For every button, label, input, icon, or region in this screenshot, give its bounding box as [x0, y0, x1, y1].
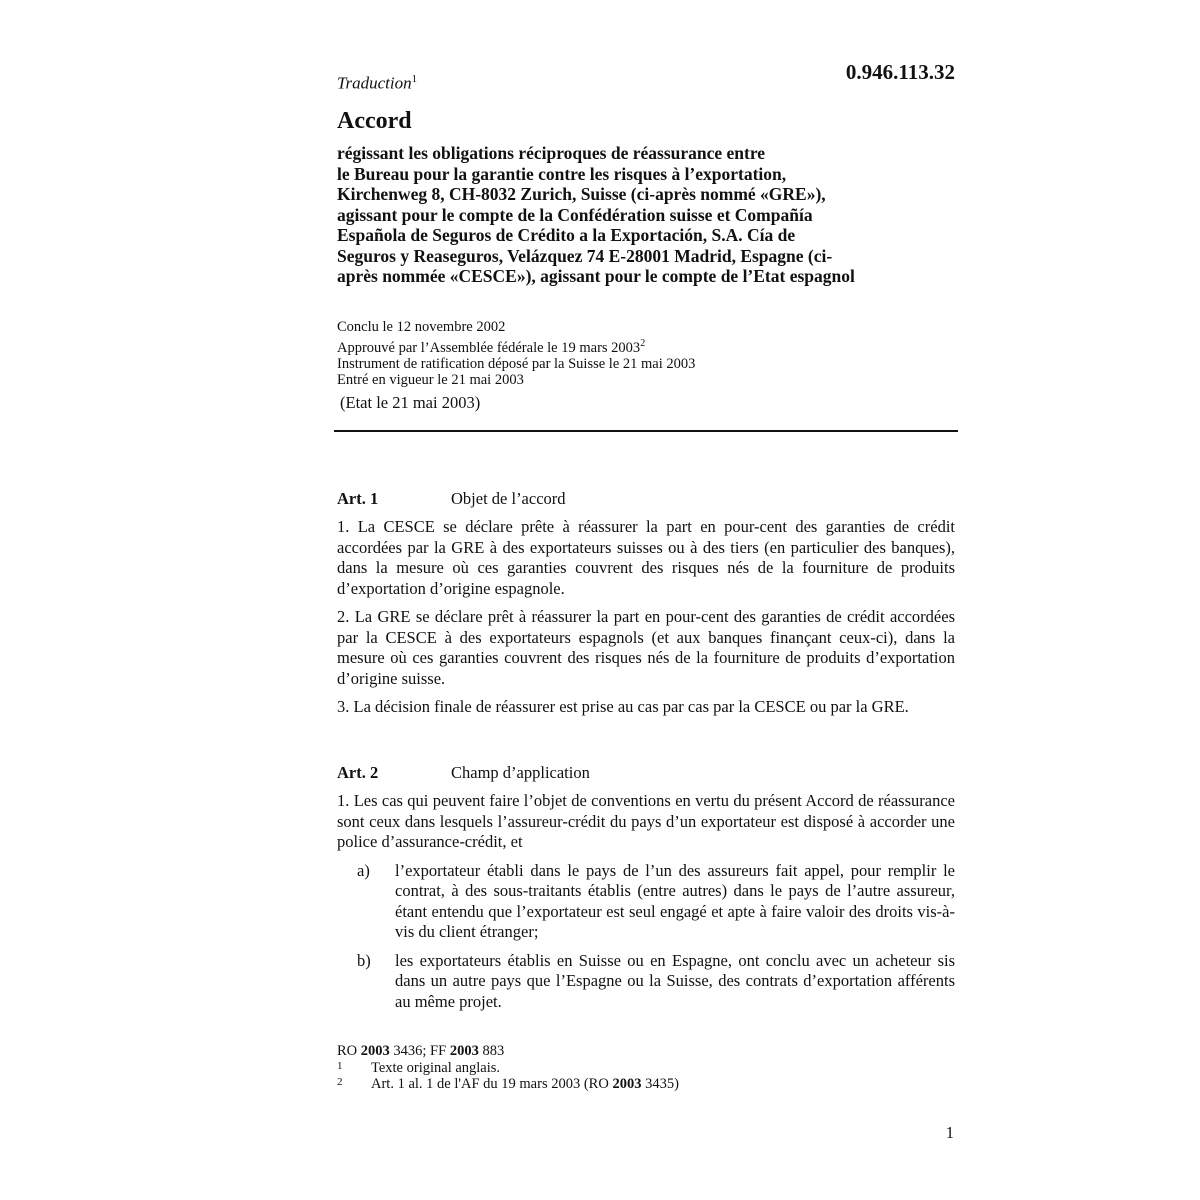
article-number: Art. 1	[337, 489, 379, 508]
footnote-ref-2: 2	[640, 337, 646, 349]
subtitle-line: Española de Seguros de Crédito a la Exportación, S.A. Cía de	[337, 225, 796, 245]
entry-into-force-date: Entré en vigueur le 21 mai 2003	[337, 372, 524, 389]
paragraph: 2. La GRE se déclare prêt à réassurer la part en pour-cent des garanties de crédit accordées par la CESCE à des exportateurs espagnols (et aux banques finançant ceux-ci), dans la mesure où ces garanties couvrent des risques nés de la fourniture de produits d’exportation d’origine suisse.	[337, 607, 955, 688]
translation-label: Traduction$^1$	[337, 73, 418, 93]
list-item	[357, 861, 955, 943]
concluded-date: Conclu le 12 novembre 2002	[337, 319, 506, 335]
subtitle-line: agissant pour le compte de la Confédération suisse et Compañía	[337, 204, 813, 225]
page-number: 1	[945, 1123, 954, 1142]
article-title: Champ d’application	[451, 763, 590, 782]
approved-date: Approuvé par l’Assemblée fédérale le 19 mars 2003$^2$	[337, 337, 646, 356]
list-letter: b)	[357, 950, 371, 970]
subtitle-line: le Bureau pour la garantie contre les risques à l’exportation,	[337, 163, 787, 184]
list-text: les exportateurs établis en Suisse ou en Espagne, ont conclu avec un acheteur sis dans un autre pays que l’Espagne ou la Suisse, des contrats d’exportation afférents au même projet.	[395, 950, 955, 1011]
footnote-ref-1: 1	[411, 73, 418, 85]
header-divider	[334, 430, 958, 432]
subtitle-line: Seguros y Reaseguros, Velázquez 74 E-28001 Madrid, Espagne (ci-	[337, 245, 833, 266]
article-1	[337, 489, 955, 718]
paragraph: 3. La décision finale de réassurer est prise au cas par cas par la CESCE ou par la GRE.	[337, 697, 909, 716]
list-letter: a)	[357, 860, 370, 880]
date-block	[337, 319, 695, 389]
document-subtitle	[337, 143, 957, 287]
footnote-2: 2 Art. 1 al. 1 de l'AF du 19 mars 2003 (RO 2003 3435)	[337, 1076, 679, 1092]
official-collection-reference: RO 2003 3436; FF 2003 883	[337, 1043, 505, 1059]
article-2	[337, 763, 955, 1012]
list-text: l’exportateur établi dans le pays de l’un des assureurs fait appel, pour remplir le contrat, à des sous-traitants établis (entre autres) dans le pays de l’autre assureur, étant entendu que l’exportateur est seul engagé et apte à faire valoir des droits vis-à-vis du client étranger;	[395, 860, 955, 941]
subtitle-line: après nommée «CESCE»), agissant pour le compte de l’Etat espagnol	[337, 266, 855, 286]
article-2-heading	[337, 763, 955, 783]
article-1-heading	[337, 489, 955, 509]
rs-number: 0.946.113.32	[845, 60, 955, 84]
list-item	[357, 951, 955, 1013]
ratification-date: Instrument de ratification déposé par la Suisse le 21 mai 2003	[337, 355, 696, 372]
article-number: Art. 2	[337, 763, 379, 782]
document-title: Accord	[337, 108, 412, 134]
paragraph: 1. La CESCE se déclare prête à réassurer la part en pour-cent des garanties de crédit accordées par la GRE à des exportateurs suisses ou à des tiers (en particulier des banques), dans la mesure où ces garanties couvrent des risques nés de la fourniture de produits d’exportation d’origine espagnole.	[337, 517, 955, 598]
article-title: Objet de l’accord	[451, 489, 566, 508]
paragraph: 1. Les cas qui peuvent faire l’objet de conventions en vertu du présent Accord de réassurance sont ceux dans lesquels l’assureur-crédit du pays d’un exportateur est disposé à accorder une police d’assurance-crédit, et	[337, 791, 955, 851]
status-date: (Etat le 21 mai 2003)	[340, 393, 481, 412]
footnote-1: 1 Texte original anglais.	[337, 1059, 501, 1076]
subtitle-line: Kirchenweg 8, CH-8032 Zurich, Suisse (ci-après nommé «GRE»),	[337, 184, 826, 204]
footnotes	[337, 1043, 679, 1093]
subtitle-line: régissant les obligations réciproques de réassurance entre	[337, 143, 766, 163]
